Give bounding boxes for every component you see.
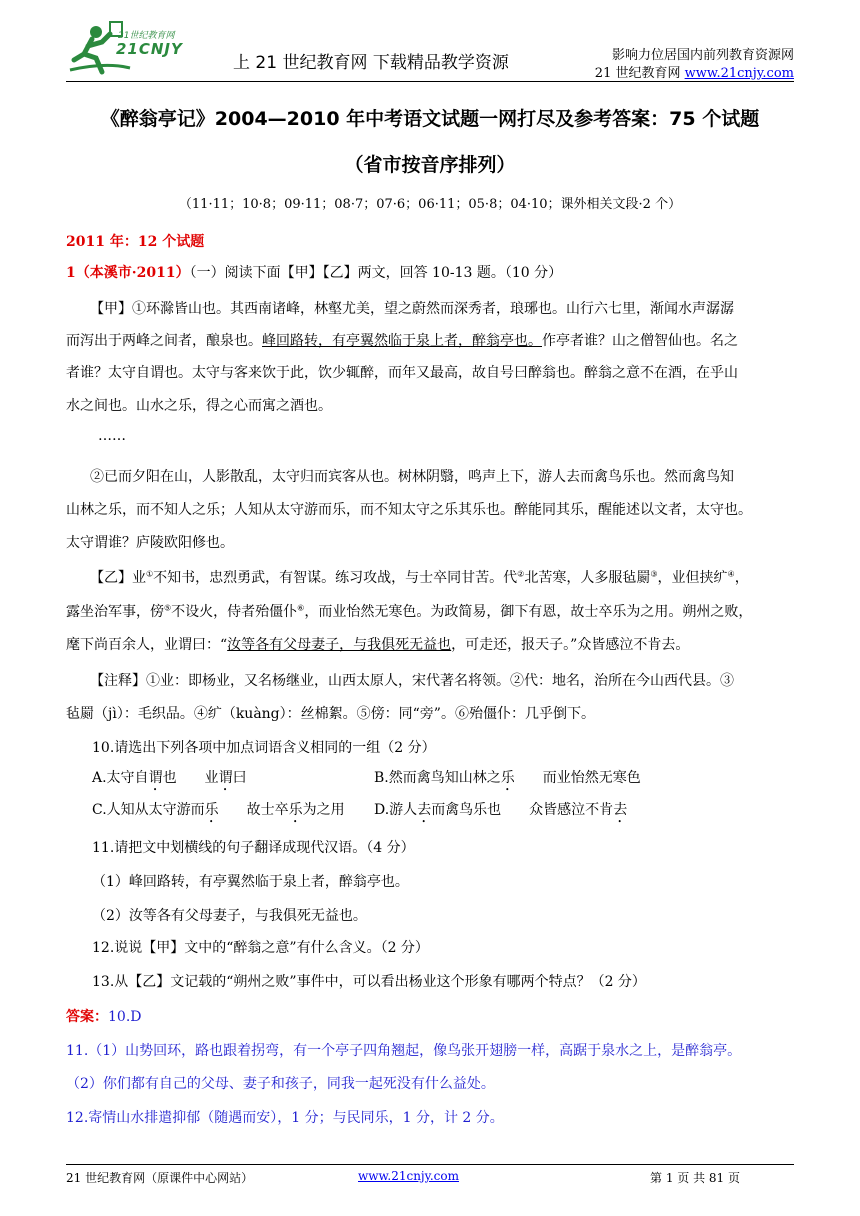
answer-11-2: （2）你们都有自己的父母、妻子和孩子，同我一起死没有什么益处。 [66,1076,495,1092]
header-site-link[interactable]: www.21cnjy.com [684,66,794,81]
page-title-sub: （省市按音序排列） [344,154,516,176]
passage-jia-line: ②已而夕阳在山，人影散乱，太守归而宾客从也。树林阴翳，鸣声上下，游人去而禽鸟乐也。然而禽鸟知 [90,469,734,485]
question-1-header [66,262,562,282]
passage-yi-line: 露坐治军事，傍⑤不设火，侍者殆僵仆⑥，而业怡然无寒色。为政简易，御下有恩，故士卒乐为之用。朔州之败， [66,603,753,620]
answer-12: 12.寄情山水排遣抑郁（随遇而安），1 分；与民同乐，1 分，计 2 分。 [66,1110,504,1126]
ellipsis: …… [98,428,126,444]
option-d: D.游人去而禽鸟乐也 众皆感泣不肯去 [374,802,628,818]
logo-brand-text: 21CNJY [116,40,183,58]
option-c: C.人知从太守游而乐 故士卒乐为之用 [92,802,345,818]
question-intro: （一）阅读下面【甲】【乙】两文，回答 10-13 题。（10 分） [189,265,563,281]
passage-jia-line: 而泻出于两峰之间者，酿泉也。峰回路转，有亭翼然临于泉上者，醉翁亭也。作亭者谁？山之僧智仙也。名之 [66,333,738,349]
footer-url[interactable]: www.21cnjy.com [358,1169,459,1183]
footer-link[interactable] [358,1169,459,1183]
option-a: A.太守自谓也 业谓曰 [92,770,247,786]
passage-jia-line: 水之间也。山水之乐，得之心而寓之酒也。 [66,398,332,414]
answer-10: 答案：10.D [66,1009,142,1025]
passage-jia-line: 太守谓谁？庐陵欧阳修也。 [66,535,234,551]
question-source: 1（本溪市·2011） [66,265,190,281]
question-13: 13.从【乙】文记载的“朔州之败”事件中，可以看出杨业这个形象有哪两个特点？（2 分） [92,974,646,990]
question-12: 12.说说【甲】文中的“醉翁之意”有什么含义。（2 分） [92,940,429,956]
header-site-line [595,62,794,81]
page-header [0,0,860,90]
annotation-line: 【注释】①业：即杨业，又名杨继业，山西太原人，宋代著名将领。②代：地名，治所在今山西代县。③ [90,673,734,689]
annotation-line: 毡罽（jì）：毛织品。④纩（kuàng）：丝棉絮。⑤傍：同“旁”。⑥殆僵仆：几乎倒下。 [66,706,595,722]
question-11: 11.请把文中划横线的句子翻译成现代汉语。（4 分） [92,840,415,856]
question-11-item: （1）峰回路转，有亭翼然临于泉上者，醉翁亭也。 [92,874,409,890]
option-b: B.然而禽鸟知山林之乐 而业怡然无寒色 [374,770,641,786]
header-slogan: 上 21 世纪教育网 下载精品教学资源 [233,53,509,73]
underlined-sentence-2: 汝等各有父母妻子，与我俱死无益也 [227,637,452,653]
passage-jia-line: 者谁？太守自谓也。太守与客来饮于此，饮少辄醉，而年又最高，故自号曰醉翁也。醉翁之意不在酒，在乎山 [66,365,738,381]
header-tagline: 影响力位居国内前列教育资源网 [611,48,794,63]
answer-label: 答案： [66,1009,108,1025]
passage-yi-line: 【乙】业①不知书，忠烈勇武，有智谋。练习攻战，与士卒同甘苦。代②北苦寒，人多服毡罽③，业但挟纩④， [90,569,749,586]
page-title: 《醉翁亭记》2004—2010 年中考语文试题一网打尽及参考答案：75 个试题 [100,108,760,130]
footer-site-name: 21 世纪教育网（原课件中心网站） [66,1171,254,1185]
year-heading: 2011 年：12 个试题 [66,234,205,250]
page-number: 第 1 页 共 81 页 [650,1171,740,1185]
header-divider [66,81,794,82]
passage-yi-line: 麾下尚百余人，业谓曰：“汝等各有父母妻子，与我俱死无益也，可走还，报天子。”众皆感泣不肯去。 [66,637,690,653]
question-10: 10.请选出下列各项中加点词语含义相同的一组（2 分） [92,740,436,756]
footer-divider [66,1164,794,1165]
logo-small-text: 21世纪教育网 [118,31,175,41]
header-site-name: 21 世纪教育网 [594,66,685,81]
question-11-item: （2）汝等各有父母妻子，与我俱死无益也。 [92,908,367,924]
passage-jia-line: 【甲】①环滁皆山也。其西南诸峰，林壑尤美，望之蔚然而深秀者，琅琊也。山行六七里，渐闻水声潺潺 [90,301,734,317]
answer-11-1: 11.（1）山势回环，路也跟着拐弯，有一个亭子四角翘起，像鸟张开翅膀一样，高踞于泉水之上，是醉翁亭。 [66,1043,742,1059]
underlined-sentence-1: 峰回路转，有亭翼然临于泉上者，醉翁亭也。 [262,333,542,349]
passage-jia-line: 山林之乐，而不知人之乐；人知从太守游而乐，而不知太守之乐其乐也。醉能同其乐，醒能述以文者，太守也。 [66,502,752,518]
question-count-summary: （11·11；10·8；09·11；08·7；07·6；06·11；05·8；04·10；课外相关文段·2 个） [178,197,682,212]
